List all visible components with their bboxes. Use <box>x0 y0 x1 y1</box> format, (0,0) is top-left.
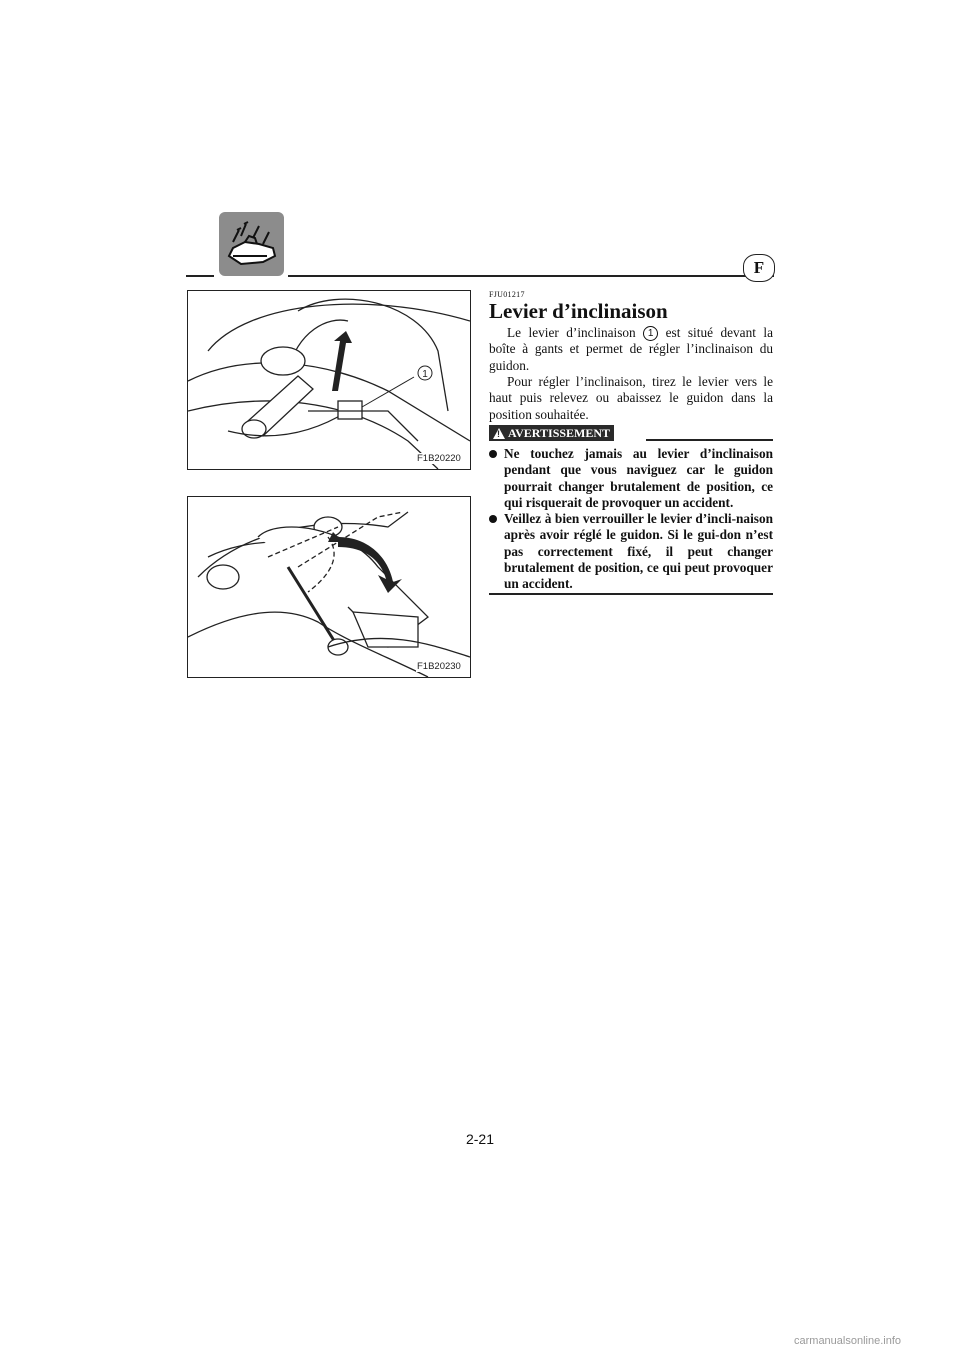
warning-rule-bottom <box>489 593 773 595</box>
warning-label: ! AVERTISSEMENT <box>489 425 614 441</box>
figure-code: F1B20220 <box>417 453 461 464</box>
watermark: carmanualsonline.info <box>794 1335 902 1347</box>
warning-item: Veillez à bien verrouiller le levier d’incli-naison après avoir réglé le guidon. Si le gui-don n’est pas correctement fixé, il peut changer brutalement de position, ce qui peut provoquer un accident. <box>489 511 773 592</box>
warning-list <box>489 446 773 593</box>
bullet-icon <box>489 450 497 458</box>
paragraph-lever-location: Le levier d’inclinaison 1 est situé devant la boîte à gants et permet de régler l’inclinaison du guidon. <box>489 325 773 373</box>
figure-tilt-lever-location <box>187 290 471 470</box>
reference-code: FJU01217 <box>489 290 525 299</box>
header-rule-right <box>288 275 774 277</box>
paragraph-adjust-instructions: Pour régler l’inclinaison, tirez le levier vers le haut puis relevez ou abaissez le guidon dans la position souhaitée. <box>489 374 773 422</box>
language-badge: F <box>743 254 775 282</box>
warning-rule-top <box>646 439 773 441</box>
handlebar-tilt-illustration <box>188 497 470 677</box>
figure-tilt-adjustment <box>187 496 471 678</box>
section-title: Levier d’inclinaison <box>489 299 668 323</box>
bullet-icon <box>489 515 497 523</box>
page-number: 2-21 <box>465 1131 495 1147</box>
tilt-lever-illustration <box>188 291 470 469</box>
warning-triangle-icon <box>493 428 505 439</box>
figure-code: F1B20230 <box>417 661 461 672</box>
callout-1: 1 <box>643 326 658 341</box>
header-rule-left <box>186 275 214 277</box>
callout-1-label: 1 <box>422 369 428 380</box>
watercraft-section-icon <box>219 212 284 276</box>
warning-item: Ne touchez jamais au levier d’inclinaison pendant que vous naviguez car le guidon pourrait changer brutalement de position, ce qui risquerait de provoquer un accident. <box>489 446 773 511</box>
